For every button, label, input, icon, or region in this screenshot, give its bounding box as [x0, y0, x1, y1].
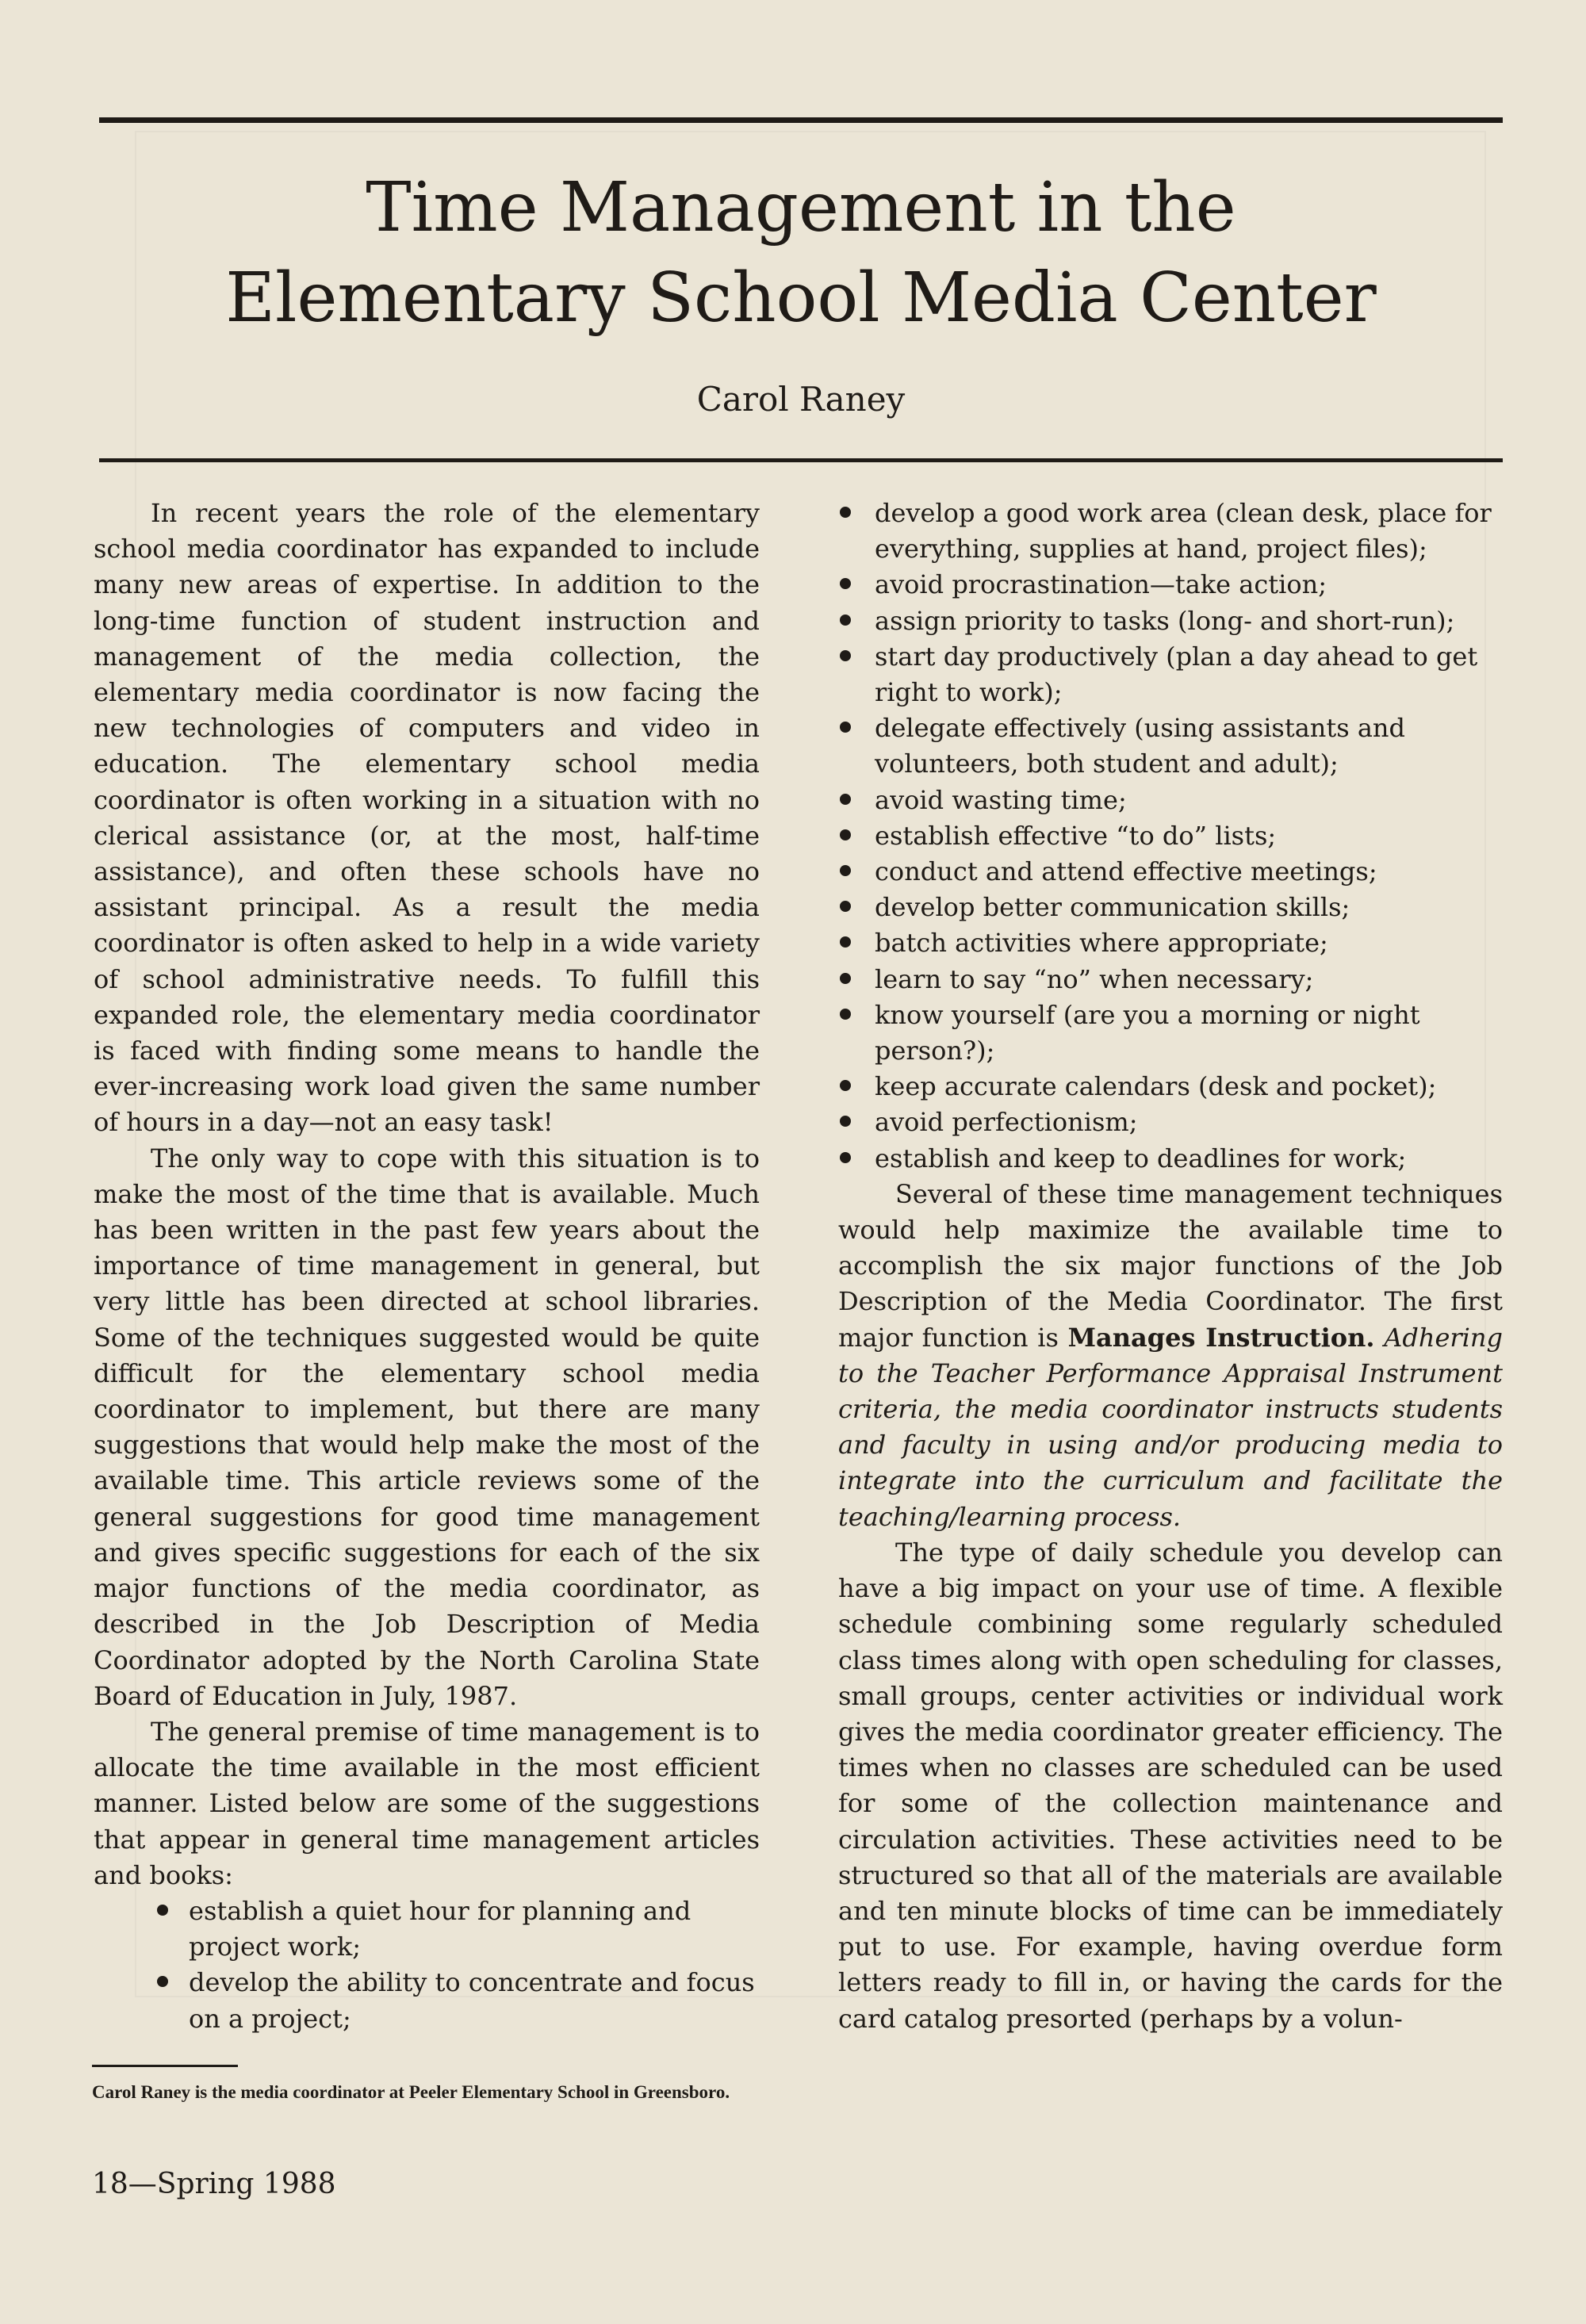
- list-item: establish and keep to deadlines for work;: [838, 1141, 1503, 1177]
- list-item: batch activities where appropriate;: [838, 925, 1503, 961]
- bullet-icon: [840, 973, 851, 984]
- bullet-icon: [157, 1905, 168, 1916]
- bullet-icon: [840, 1116, 851, 1127]
- function-heading: Manages Instruction.: [1067, 1322, 1375, 1353]
- list-item: avoid procrastination—take action;: [838, 567, 1503, 603]
- list-item: keep accurate calendars (desk and pocket);: [838, 1069, 1503, 1105]
- left-column: [94, 496, 760, 2037]
- bullet-icon: [157, 1976, 168, 1987]
- author-footnote: Carol Raney is the media coordinator at Peeler Elementary School in Greensboro.: [92, 2082, 730, 2102]
- bullet-icon: [840, 615, 851, 626]
- function-description: Adhering to the Teacher Performance Appraisal Instrument criteria, the media coordinator instructs students and faculty in using and/or producing media to integrate into the curriculum and facilitate the teaching/learning process.: [838, 1322, 1503, 1532]
- list-item: learn to say “no” when necessary;: [838, 962, 1503, 997]
- list-item: assign priority to tasks (long- and short-run);: [838, 603, 1503, 639]
- list-item: know yourself (are you a morning or night person?);: [838, 997, 1503, 1069]
- right-paragraph-1: Several of these time management techniques would help maximize the available time to accomplish the six major functions of the Job Description of the Media Coordinator. The first major function is Manages Instruction. Adhering to the Teacher Performance Appraisal Instrument criteria, the media coordinator instructs students and faculty in using and/or producing media to integrate into the curriculum and facilitate the teaching/learning process.: [838, 1178, 1503, 1532]
- bullet-icon: [840, 1080, 851, 1091]
- author-byline: Carol Raney: [696, 380, 906, 419]
- bullet-icon: [840, 650, 851, 661]
- list-item: establish a quiet hour for planning and project work;: [157, 1893, 760, 1965]
- bullet-icon: [840, 578, 851, 589]
- list-item: develop a good work area (clean desk, place for everything, supplies at hand, project files);: [838, 496, 1503, 567]
- footnote-rule: [92, 2065, 238, 2067]
- title-line-2: Elementary School Media Center: [225, 258, 1377, 338]
- page-folio: 18—Spring 1988: [92, 2168, 336, 2200]
- left-paragraph-1: In recent years the role of the elementary school media coordinator has expanded to include many new areas of expertise. In addition to the long-time function of student instruction and management of the media collection, the elementary media coordinator is now facing the new technologies of computers and video in education. The elementary school media coordinator is often working in a situation with no clerical assistance (or, at the most, half-time assistance), and often these schools have no assistant principal. As a result the media coordinator is often asked to help in a wide variety of school administrative needs. To fulfill this expanded role, the elementary media coordinator is faced with finding some means to handle the ever-increasing work load given the same number of hours in a day—not an easy task!: [94, 498, 760, 1138]
- left-paragraph-2: The only way to cope with this situation is to make the most of the time that is available. Much has been written in the past few years about the importance of time management in general, but very little has been directed at school libraries. Some of the techniques suggested would be quite difficult for the elementary school media coordinator to implement, but there are many suggestions that would help make the most of the available time. This article reviews some of the general suggestions for good time management and gives specific suggestions for each of the six major functions of the media coordinator, as described in the Job Description of Media Coordinator adopted by the North Carolina State Board of Education in July, 1987.: [94, 1143, 760, 1711]
- left-paragraph-3: The general premise of time management is to allocate the time available in the most efficient manner. Listed below are some of the suggestions that appear in general time management articles and books:: [94, 1716, 760, 1890]
- title-line-1: Time Management in the: [366, 168, 1236, 247]
- right-column: [838, 496, 1503, 2037]
- bullet-icon: [840, 794, 851, 805]
- top-rule: [99, 117, 1503, 123]
- bullet-icon: [840, 1152, 851, 1163]
- list-item: develop the ability to concentrate and focus on a project;: [157, 1965, 760, 2036]
- list-item: conduct and attend effective meetings;: [838, 854, 1503, 890]
- bullet-icon: [840, 865, 851, 876]
- list-item: avoid perfectionism;: [838, 1105, 1503, 1140]
- list-item: delegate effectively (using assistants and volunteers, both student and adult);: [838, 710, 1503, 782]
- right-bullet-list: [838, 496, 1503, 1177]
- bullet-icon: [840, 1009, 851, 1020]
- list-item: develop better communication skills;: [838, 890, 1503, 925]
- bullet-icon: [840, 936, 851, 948]
- article-title: [99, 163, 1503, 343]
- right-paragraph-2: The type of daily schedule you develop can have a big impact on your use of time. A flexible schedule combining some regularly scheduled class times along with open scheduling for classes, small groups, center activities or individual work gives the media coordinator greater efficiency. The times when no classes are scheduled can be used for some of the collection maintenance and circulation activities. These activities need to be structured so that all of the materials are available and ten minute blocks of time can be immediately put to use. For example, having overdue form letters ready to fill in, or having the cards for the card catalog presorted (perhaps by a volun-: [838, 1537, 1503, 2034]
- header-rule: [99, 458, 1503, 462]
- list-item: avoid wasting time;: [838, 783, 1503, 818]
- list-item: start day productively (plan a day ahead to get right to work);: [838, 639, 1503, 710]
- left-bullet-list: [157, 1893, 760, 2037]
- list-item: establish effective “to do” lists;: [838, 818, 1503, 854]
- bullet-icon: [840, 722, 851, 733]
- bullet-icon: [840, 507, 851, 518]
- bullet-icon: [840, 901, 851, 912]
- bullet-icon: [840, 829, 851, 840]
